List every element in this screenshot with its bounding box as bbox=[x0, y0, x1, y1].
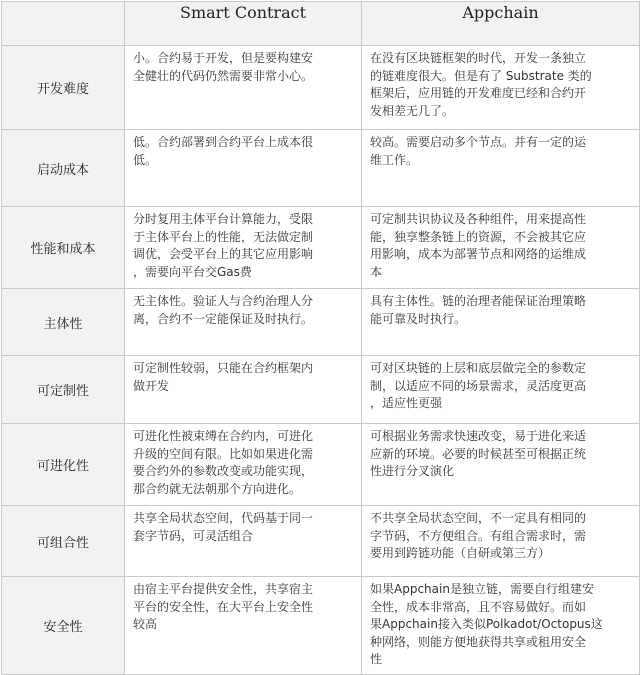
table-row-security bbox=[2, 577, 640, 675]
table-row-dev-difficulty bbox=[2, 46, 640, 130]
row-label: 可进化性 bbox=[2, 424, 125, 506]
row-label: 性能和成本 bbox=[2, 207, 125, 289]
row-label: 安全性 bbox=[2, 577, 125, 675]
appchain-cell: 可对区块链的上层和底层做完全的参数定 制，以适应不同的场景需求，灵活度更高 ，适应性更强 bbox=[362, 356, 640, 424]
smart-contract-cell: 可进化性被束缚在合约内，可进化 升级的空间有限。比如如果进化需 要合约外的参数改变或功能实现， 那合约就无法朝那个方向进化。 bbox=[125, 424, 362, 506]
appchain-cell: 具有主体性。链的治理者能保证治理策略 能可靠及时执行。 bbox=[362, 289, 640, 356]
appchain-cell: 较高。需要启动多个节点。并有一定的运 维工作。 bbox=[362, 130, 640, 207]
table-row-customizability bbox=[2, 356, 640, 424]
smart-contract-cell: 低。合约部署到合约平台上成本很 低。 bbox=[125, 130, 362, 207]
header-appchain: Appchain bbox=[362, 2, 640, 46]
appchain-cell: 在没有区块链框架的时代，开发一条独立 的链难度很大。但是有了 Substrate 类的 框架后，应用链的开发难度已经和合约开 发相差无几了。 bbox=[362, 46, 640, 130]
table-row-performance-cost bbox=[2, 207, 640, 289]
appchain-cell: 可定制共识协议及各种组件，用来提高性 能，独享整条链上的资源，不会被其它应 用影响，成本为部署节点和网络的运维成 本 bbox=[362, 207, 640, 289]
row-label: 启动成本 bbox=[2, 130, 125, 207]
row-label: 开发难度 bbox=[2, 46, 125, 130]
row-label: 主体性 bbox=[2, 289, 125, 356]
header-smart-contract: Smart Contract bbox=[125, 2, 362, 46]
appchain-cell: 如果Appchain是独立链，需要自行组建安 全性，成本非常高，且不容易做好。而如 果Appchain接入类似Polkadot/Octopus这 种网络，则能方便地获得共享或租用安全 性 bbox=[362, 577, 640, 675]
appchain-cell: 可根据业务需求快速改变，易于进化来适 应新的环境。必要的时候甚至可根据正统 性进行分叉演化 bbox=[362, 424, 640, 506]
header-corner bbox=[2, 2, 125, 46]
table-row-evolvability bbox=[2, 424, 640, 506]
smart-contract-cell: 无主体性。验证人与合约治理人分 离，合约不一定能保证及时执行。 bbox=[125, 289, 362, 356]
smart-contract-cell: 小。合约易于开发，但是要构建安 全健壮的代码仍然需要非常小心。 bbox=[125, 46, 362, 130]
smart-contract-cell: 可定制性较弱，只能在合约框架内 做开发 bbox=[125, 356, 362, 424]
smart-contract-cell: 分时复用主体平台计算能力，受限 于主体平台上的性能，无法做定制 调优，会受平台上的其它应用影响 ，需要向平台交Gas费 bbox=[125, 207, 362, 289]
comparison-table bbox=[1, 1, 640, 675]
smart-contract-cell: 共享全局状态空间，代码基于同一 套字节码，可灵活组合 bbox=[125, 506, 362, 577]
appchain-cell: 不共享全局状态空间，不一定具有相同的 字节码，不方便组合。有组合需求时，需 要用到跨链功能（自研或第三方） bbox=[362, 506, 640, 577]
table-row-subjectivity bbox=[2, 289, 640, 356]
row-label: 可组合性 bbox=[2, 506, 125, 577]
header-row bbox=[2, 2, 640, 46]
table-row-composability bbox=[2, 506, 640, 577]
table-row-launch-cost bbox=[2, 130, 640, 207]
row-label: 可定制性 bbox=[2, 356, 125, 424]
smart-contract-cell: 由宿主平台提供安全性，共享宿主 平台的安全性，在大平台上安全性 较高 bbox=[125, 577, 362, 675]
